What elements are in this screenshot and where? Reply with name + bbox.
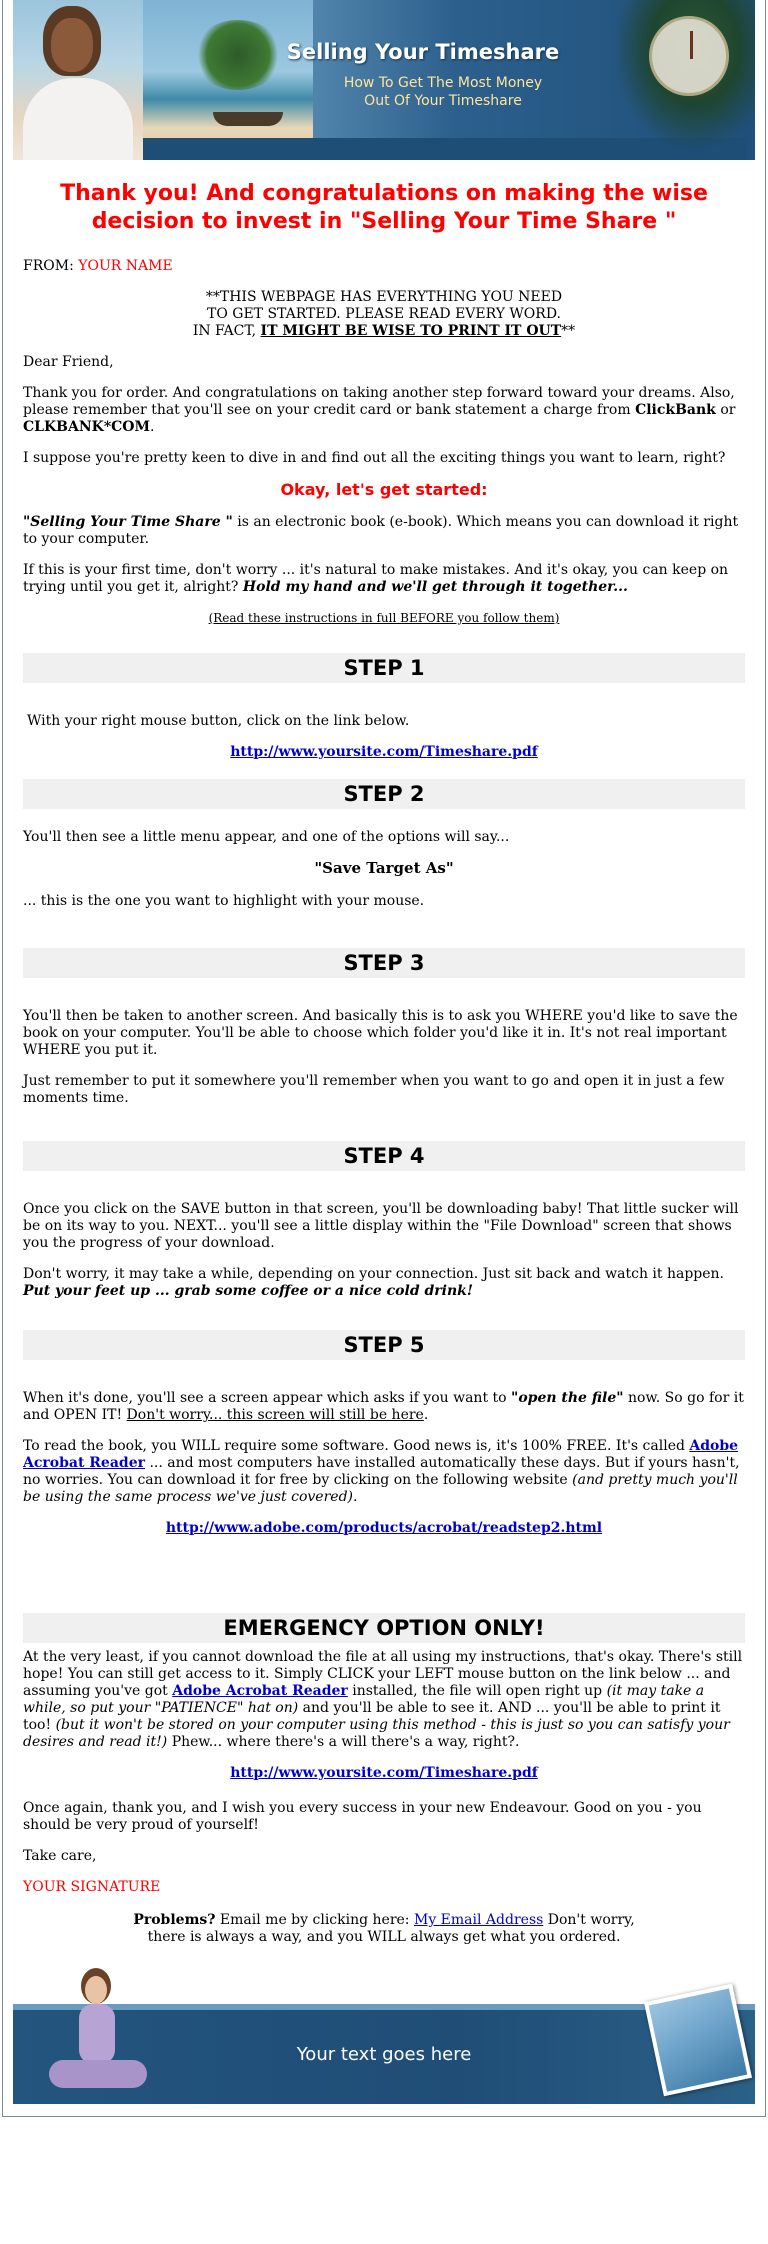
take-care: Take care,	[23, 1848, 97, 1864]
lets-get-started-heading: Okay, let's get started:	[280, 480, 488, 499]
from-name: YOUR NAME	[78, 258, 173, 274]
yogi-face	[85, 1976, 107, 2004]
intro-text: Thank you for order. And congratulations on taking another step forward toward your dreams. Also, please remember that you'll see on your credit card or bank statement a charge from	[23, 385, 735, 418]
page-headline: Thank you! And congratulations on making the wise decision to invest in "Selling Your Time Share "	[60, 181, 708, 234]
save-target-as-text: "Save Target As"	[314, 859, 454, 877]
first-time-emphasis: Hold my hand and we'll get through it together...	[242, 579, 628, 595]
step-4-emphasis: Put your feet up ... grab some coffee or a nice cold drink!	[23, 1283, 473, 1299]
problems-text-a: Email me by clicking here:	[219, 1912, 410, 1928]
meditating-woman-image	[43, 1964, 153, 2104]
step-1-text: With your right mouse button, click on the link below.	[27, 713, 410, 729]
step-2-after-text: ... this is the one you want to highlight with your mouse.	[23, 893, 425, 909]
from-line	[23, 258, 745, 275]
adobe-url-link-wrap	[23, 1520, 745, 1537]
first-time-paragraph	[23, 562, 745, 596]
step-4-paragraph-2	[23, 1266, 745, 1300]
email-link[interactable]: My Email Address	[413, 1912, 544, 1928]
brand-clickbank: ClickBank	[635, 402, 716, 418]
brand-clkbank: CLKBANK*COM	[23, 419, 150, 435]
banner-subtitle	[273, 74, 613, 110]
header-banner	[13, 0, 755, 160]
notice-line1: **THIS WEBPAGE HAS EVERYTHING YOU NEED	[205, 289, 563, 305]
intro-period: .	[149, 419, 155, 435]
step-5-text-c: .	[423, 1407, 429, 1423]
main-content	[3, 160, 765, 1946]
step-5-p2-text-a: To read the book, you WILL require some software. Good news is, it's 100% FREE. It's called	[23, 1438, 685, 1454]
problems-line2: there is always a way, and you WILL always get what you ordered.	[147, 1929, 621, 1945]
emergency-heading: EMERGENCY OPTION ONLY!	[23, 1613, 745, 1643]
adobe-url-link[interactable]: http://www.adobe.com/products/acrobat/readstep2.html	[165, 1520, 603, 1536]
page	[2, 0, 766, 2117]
step-2-text: You'll then see a little menu appear, and one of the options will say...	[23, 829, 510, 845]
emergency-text-d: Phew... where there's a will there's a way, right?.	[171, 1734, 520, 1750]
banner-subtitle-line2: Out Of Your Timeshare	[364, 93, 522, 109]
step-4-paragraph-1: Once you click on the SAVE button in that screen, you'll be downloading baby! That little sucker will be on its way to you. NEXT... you'll see a little display within the "File Download" screen that shows you the progress of your download.	[23, 1201, 739, 1251]
step-1-heading: STEP 1	[23, 653, 745, 683]
step-5-text-a: When it's done, you'll see a screen appear which asks if you want to	[23, 1390, 507, 1406]
keen-paragraph: I suppose you're pretty keen to dive in and find out all the exciting things you want to learn, right?	[23, 450, 726, 466]
closing-paragraph: Once again, thank you, and I wish you every success in your new Endeavour. Good on you - you should be very proud of yourself!	[23, 1800, 702, 1833]
step-1-link-wrap	[23, 744, 745, 761]
emergency-text-a: At the very least, if you cannot download the file at all using my instructions, that's okay. There's still hope! You can still get access to it. Simply CLICK your LEFT mouse button on the link below ... and assuming you've got	[23, 1649, 743, 1699]
notice-emphasis: IT MIGHT BE WISE TO PRINT IT OUT	[260, 323, 562, 339]
step-5-p2-text-c: .	[353, 1489, 358, 1505]
greeting: Dear Friend,	[23, 354, 114, 370]
notice-line2: TO GET STARTED. PLEASE READ EVERY WORD.	[207, 306, 561, 322]
problems-section	[23, 1912, 745, 1946]
notice-line3-suffix: **	[561, 323, 576, 339]
notice-line3	[23, 323, 745, 340]
download-link[interactable]: http://www.yoursite.com/Timeshare.pdf	[230, 744, 538, 760]
first-time-text: If this is your first time, don't worry ... it's natural to make mistakes. And it's okay, you can keep on trying until you get it, alright?	[23, 562, 729, 595]
step-3-heading: STEP 3	[23, 948, 745, 978]
clock-graphic	[649, 16, 729, 96]
screen-still-here-text: Don't worry... this screen will still be here	[126, 1407, 424, 1423]
intro-paragraph	[23, 385, 745, 436]
banner-subtitle-line1: How To Get The Most Money	[343, 75, 543, 91]
person-body	[23, 78, 133, 160]
step-4-heading: STEP 4	[23, 1141, 745, 1171]
problems-text-b: Don't worry,	[547, 1912, 635, 1928]
step-3-paragraph-1: You'll then be taken to another screen. And basically this is to ask you WHERE you'd like to save the book on your computer. You'll be able to choose which folder you'd like it in. It's not real important WHERE you put it.	[23, 1008, 738, 1058]
intro-or: or	[720, 402, 736, 418]
emergency-paragraph	[23, 1649, 745, 1751]
step-5-paragraph-2	[23, 1438, 745, 1506]
step-5-heading: STEP 5	[23, 1330, 745, 1360]
beach-snapshot-image	[644, 1984, 752, 2097]
notice-line3-prefix: IN FACT,	[192, 323, 257, 339]
from-label: FROM:	[23, 258, 74, 274]
signature: YOUR SIGNATURE	[23, 1879, 161, 1895]
ebook-paragraph	[23, 514, 745, 548]
open-the-file-emphasis: "open the file"	[511, 1390, 624, 1406]
print-notice	[23, 289, 745, 340]
adobe-reader-link[interactable]: Adobe Acrobat Reader	[23, 1438, 739, 1471]
ebook-text: is an electronic book (e-book). Which means you can download it right to your computer.	[23, 514, 739, 547]
footer-text: Your text goes here	[296, 2044, 472, 2065]
step-5-text-b: now. So go for it and OPEN IT!	[23, 1390, 744, 1423]
emergency-emphasis-1: (it may take a while, so put your "PATIENCE" hat on)	[23, 1683, 705, 1716]
emergency-text-c: and you'll be able to see it. AND ... you'll be able to print it too!	[23, 1700, 721, 1733]
problems-line1	[23, 1912, 745, 1929]
step-4-text: Don't worry, it may take a while, depending on your connection. Just sit back and watch it happen.	[23, 1266, 724, 1282]
footer-banner	[13, 1964, 755, 2104]
step-2-heading: STEP 2	[23, 779, 745, 809]
problems-label: Problems?	[133, 1912, 216, 1928]
emergency-text-b: installed, the file will open right up	[352, 1683, 603, 1699]
emergency-download-link[interactable]: http://www.yoursite.com/Timeshare.pdf	[230, 1765, 538, 1781]
step-3-paragraph-2: Just remember to put it somewhere you'll remember when you want to go and open it in just a few moments time.	[23, 1073, 725, 1106]
step-5-p2-text-b: ... and most computers have installed automatically these days. But if yours hasn't, no worries. You can download it for free by clicking on the following website	[23, 1455, 740, 1488]
boat-graphic	[213, 112, 283, 126]
emergency-link-wrap	[23, 1765, 745, 1782]
emergency-adobe-link[interactable]: Adobe Acrobat Reader	[172, 1683, 348, 1699]
step-5-paragraph-1	[23, 1390, 745, 1424]
person-face	[51, 18, 93, 72]
banner-title: Selling Your Timeshare	[286, 40, 560, 64]
woman-photo	[13, 0, 143, 160]
emergency-emphasis-2: (but it won't be stored on your computer using this method - this is just so you can satisfy your desires and read it!)	[23, 1717, 730, 1750]
step-5-p2-emphasis: (and pretty much you'll be using the same process we've just covered)	[23, 1472, 738, 1505]
read-instructions-note: (Read these instructions in full BEFORE you follow them)	[208, 611, 560, 625]
ebook-title: "Selling Your Time Share "	[23, 514, 233, 530]
